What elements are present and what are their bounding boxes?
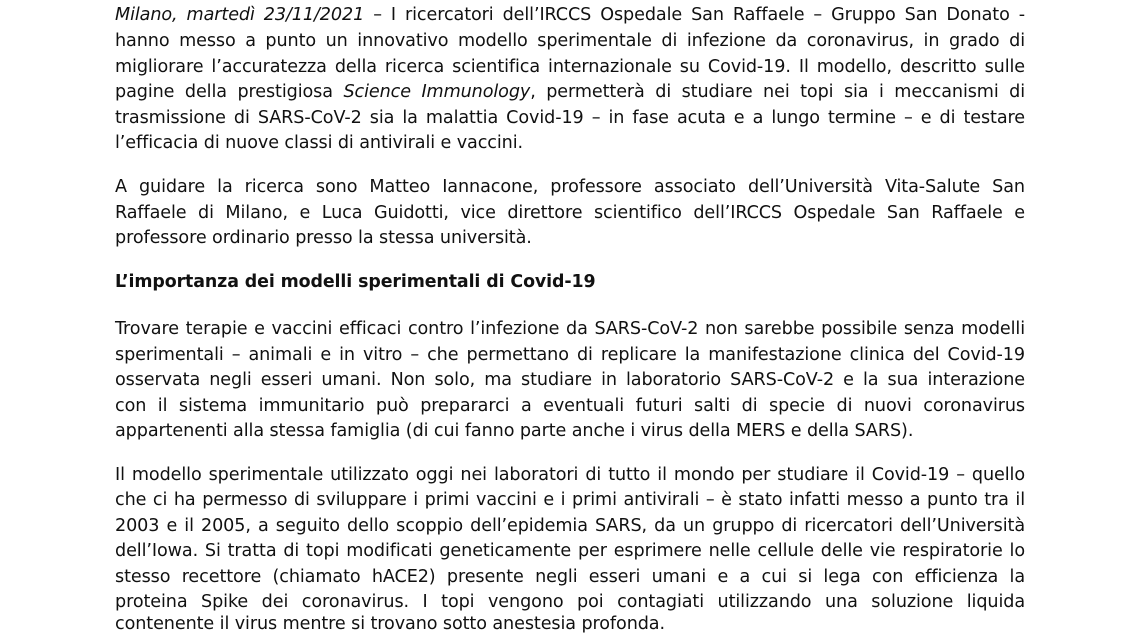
paragraph-line: dell’Iowa. Si tratta di topi modificati geneticamente per esprimere nelle cellule delle vie respiratorie lo — [115, 541, 1025, 561]
paragraph-line: professore ordinario presso la stessa università. — [115, 228, 532, 248]
paragraph-line: sperimentali – animali e in vitro – che permettano di replicare la manifestazione clinica del Covid-19 — [115, 345, 1025, 365]
paragraph-line: con il sistema immunitario può prepararci a eventuali futuri salti di specie di nuovi coronavirus — [115, 396, 1025, 416]
dateline: Milano, martedì 23/11/2021 — [115, 5, 365, 25]
paragraph-line — [115, 80, 1025, 104]
paragraph-line: contenente il virus mentre si trovano sotto anestesia profonda. — [115, 614, 665, 634]
paragraph-line: migliorare l’accuratezza della ricerca scientifica internazionale su Covid-19. Il modello, descritto sulle — [115, 57, 1025, 77]
paragraph-line: A guidare la ricerca sono Matteo Iannacone, professore associato dell’Università Vita-Salute San — [115, 177, 1025, 197]
paragraph-line: Trovare terapie e vaccini efficaci contro l’infezione da SARS-CoV-2 non sarebbe possibile senza modelli — [115, 319, 1025, 339]
paragraph-line: osservata negli esseri umani. Non solo, ma studiare in laboratorio SARS-CoV-2 e la sua interazione — [115, 370, 1025, 390]
paragraph-line: trasmissione di SARS-CoV-2 sia la malattia Covid-19 – in fase acuta e a lungo termine – e di testare — [115, 108, 1025, 128]
paragraph-text: , permetterà di studiare nei topi sia i meccanismi di — [530, 82, 1025, 102]
section-heading: L’importanza dei modelli sperimentali di Covid-19 — [115, 272, 596, 292]
paragraph-line: che ci ha permesso di sviluppare i primi vaccini e i primi antivirali – è stato infatti messo a punto tra il — [115, 490, 1025, 510]
paragraph-line: Raffaele di Milano, e Luca Guidotti, vice direttore scientifico dell’IRCCS Ospedale San Raffaele e — [115, 203, 1025, 223]
paragraph-line: Il modello sperimentale utilizzato oggi nei laboratori di tutto il mondo per studiare il Covid-19 – quello — [115, 465, 1025, 485]
paragraph-line: proteina Spike dei coronavirus. I topi vengono poi contagiati utilizzando una soluzione liquida — [115, 592, 1025, 612]
paragraph-line: l’efficacia di nuove classi di antivirali e vaccini. — [115, 133, 523, 153]
paragraph-line — [115, 3, 1025, 27]
journal-name: Science Immunology — [343, 82, 531, 102]
paragraph-text: pagine della prestigiosa — [115, 82, 344, 102]
paragraph-line: hanno messo a punto un innovativo modello sperimentale di infezione da coronavirus, in grado di — [115, 31, 1025, 51]
paragraph-line: 2003 e il 2005, a seguito dello scoppio dell’epidemia SARS, da un gruppo di ricercatori dell’Università — [115, 516, 1025, 536]
paragraph-text: – I ricercatori dell’IRCCS Ospedale San Raffaele – Gruppo San Donato - — [364, 5, 1025, 25]
paragraph-line: appartenenti alla stessa famiglia (di cui fanno parte anche i virus della MERS e della SARS). — [115, 421, 914, 441]
paragraph-line: stesso recettore (chiamato hACE2) presente negli esseri umani e a cui si lega con efficienza la — [115, 567, 1025, 587]
